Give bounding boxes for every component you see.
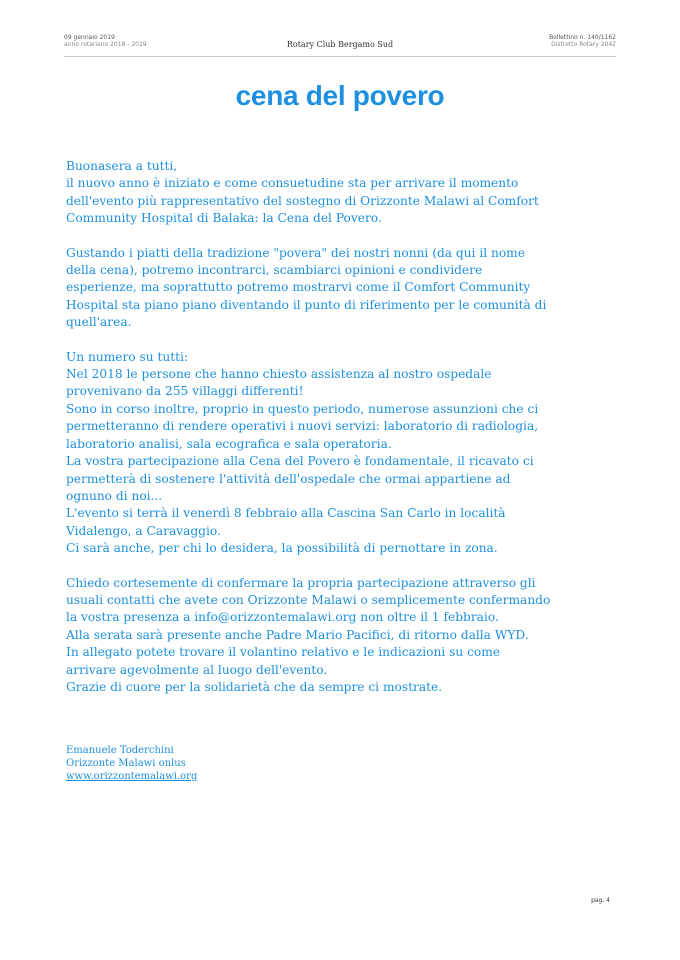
signature-organization: Orizzonte Malawi onlus [66,758,186,769]
header-bulletin-number: Bollettino n. 140/1162 [549,34,616,41]
header-club-name: Rotary Club Bergamo Sud [286,40,394,49]
paragraph-greeting: Buonasera a tutti, il nuovo anno è iniziato e come consuetudine sta per arrivare il momento dell'evento più rappresentativo del sostegno di Orizzonte Malawi al Comfort Community Hospital di Balaka: la Cena del Povero. [66,159,539,226]
paragraph-numbers: Un numero su tutti: Nel 2018 le persone che hanno chiesto assistenza al nostro ospedale provenivano da 255 villaggi differenti! Sono in corso inoltre, proprio in questo periodo, numerose assunzioni che ci permetteranno di rendere operativi i nuovi servizi: laboratorio di radiologia, laboratorio analisi, sala ecografica e sala operatoria. La vostra partecipazione alla Cena del Povero è fondamentale, il ricavato ci permetterà di sostenere l'attività dell'ospedale che ormai appartiene ad ognuno di noi... L'evento si terrà il venerdì 8 febbraio alla Cascina San Carlo in località Vidalengo, a Caravaggio. Ci sarà anche, per chi lo desidera, la possibilità di pernottare in zona. [66,349,539,556]
signature-block [66,744,197,783]
page-header [64,34,616,57]
paragraph-confirmation: Chiedo cortesemente di confermare la propria partecipazione attraverso gli usuali contatti che avete con Orizzonte Malawi o semplicemente confermando la vostra presenza a info@orizzontemalawi.org non oltre il 1 febbraio. Alla serata sarà presente anche Padre Mario Pacifici, di ritorno dalla WYD. In allegato potete trovare il volantino relativo e le indicazioni su come arrivare agevolmente al luogo dell'evento. Grazie di cuore per la solidarietà che da sempre ci mostrate. [66,575,551,694]
signature-name: Emanuele Toderchini [66,745,174,756]
letter-body [66,158,622,696]
header-district: Distretto Rotary 2042 [551,41,616,48]
header-date: 09 gennaio 2019 [64,34,115,41]
header-year: anno rotariano 2018 - 2019 [64,41,147,48]
paragraph-spacer [66,558,622,575]
paragraph-spacer [66,332,622,349]
signature-website-link[interactable]: www.orizzontemalawi.org [66,771,198,782]
page-number: pag. 4 [591,897,610,904]
header-right [549,34,616,48]
paragraph-tradition: Gustando i piatti della tradizione "povera" dei nostri nonni (da qui il nome della cena), potremo incontrarci, scambiarci opinioni e condividere esperienze, ma soprattutto potremo mostrarvi come il Comfort Community Hospital sta piano piano diventando il punto di riferimento per le comunità di quell'area. [66,245,547,330]
page-title: cena del povero [235,80,445,111]
paragraph-spacer [66,228,622,245]
